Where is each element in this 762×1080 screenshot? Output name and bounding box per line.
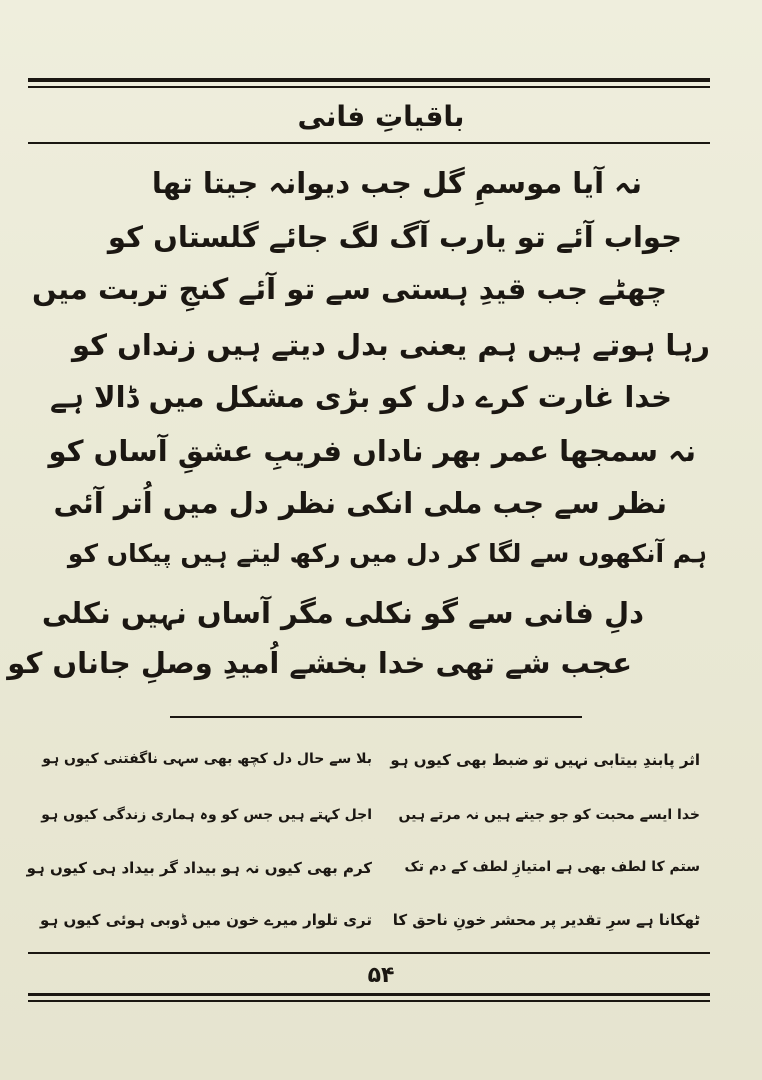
poem-line: نظر سے جب ملی انکی نظر دل میں اُتر آئی [53,486,667,520]
poem-line: خدا غارت کرے دل کو بڑی مشکل میں ڈالا ہے [49,380,672,414]
poem-line: چھٹے جب قیدِ ہستی سے تو آئے کنجِ تربت میں [31,272,667,306]
top-rule-thick [28,78,710,82]
poem-line: دلِ فانی سے گو نکلی مگر آساں نہیں نکلی [41,596,644,630]
poem-line: نہ سمجھا عمر بھر ناداں فریبِ عشقِ آساں کو [48,434,696,468]
header-rule [28,142,710,144]
running-header: باقیاتِ فانی [297,100,465,133]
couplet-left: تری تلوار میرے خون میں ڈوبی ہوئی کیوں ہو [40,911,372,929]
couplet-left: بلا سے حال دل کچھ بھی سہی ناگفتنی کیوں ہو [42,751,372,767]
couplet-right: خدا ایسے محبت کو جو جیتے ہیں نہ مرتے ہیں [398,807,700,823]
couplet-right: ستم کا لطف بھی ہے امتیازِ لطف کے دم تک [404,859,700,875]
poem-line: عجب شے تھی خدا بخشے اُمیدِ وصلِ جاناں کو [7,646,632,680]
couplet-left: کرم بھی کیوں نہ ہو بیداد گر بیداد ہی کیوں ہو [26,859,372,877]
footer-rule-top [28,952,710,954]
poem-line: رہا ہوتے ہیں ہم یعنی بدل دیتے ہیں زنداں کو [72,328,710,362]
poem-line: جواب آئے تو یارب آگ لگ جائے گلستاں کو [107,220,682,254]
footer-rule-thick [28,993,710,996]
couplet-left: اجل کہتے ہیں جس کو وہ ہماری زندگی کیوں ہو [41,807,372,823]
section-divider [170,716,582,718]
couplet-right: ٹھکانا ہے سرِ تقدیر پر محشر خونِ ناحق کا [392,911,700,929]
couplet-right: اثر پابندِ بیتابی نہیں تو ضبط بھی کیوں ہو [390,751,700,769]
footer-rule-thin [28,1000,710,1002]
poem-line: ہم آنکھوں سے لگا کر دل میں رکھ لیتے ہیں پیکاں کو [67,539,707,568]
page-number: ۵۴ [367,963,395,988]
poem-line: نہ آیا موسمِ گل جب دیوانہ جیتا تھا [151,166,642,200]
top-rule-thin [28,86,710,88]
